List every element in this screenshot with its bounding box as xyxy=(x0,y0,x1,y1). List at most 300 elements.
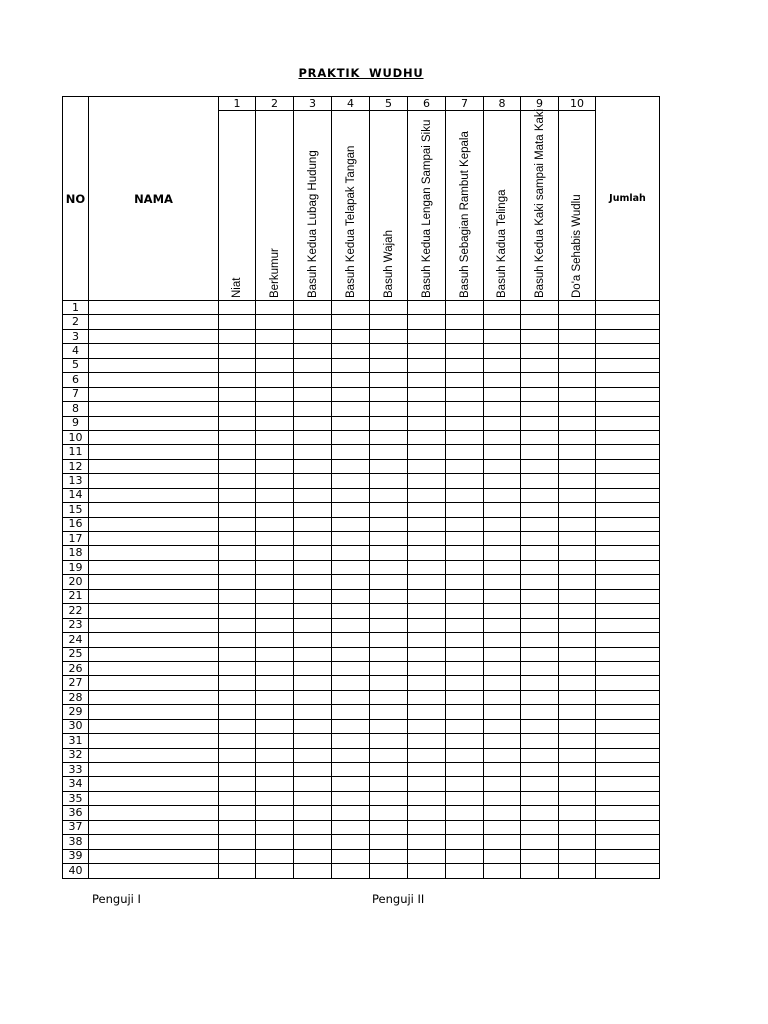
score-cell[interactable] xyxy=(370,748,408,762)
score-cell[interactable] xyxy=(219,748,256,762)
score-cell[interactable] xyxy=(294,459,332,473)
jumlah-cell[interactable] xyxy=(596,806,660,820)
score-cell[interactable] xyxy=(332,763,370,777)
score-cell[interactable] xyxy=(559,705,596,719)
score-cell[interactable] xyxy=(484,748,521,762)
score-cell[interactable] xyxy=(294,618,332,632)
score-cell[interactable] xyxy=(294,373,332,387)
score-cell[interactable] xyxy=(256,575,294,589)
score-cell[interactable] xyxy=(332,387,370,401)
score-cell[interactable] xyxy=(559,445,596,459)
score-cell[interactable] xyxy=(521,690,559,704)
jumlah-cell[interactable] xyxy=(596,488,660,502)
score-cell[interactable] xyxy=(219,719,256,733)
score-cell[interactable] xyxy=(332,474,370,488)
nama-cell[interactable] xyxy=(89,763,219,777)
score-cell[interactable] xyxy=(484,806,521,820)
score-cell[interactable] xyxy=(370,705,408,719)
jumlah-cell[interactable] xyxy=(596,373,660,387)
score-cell[interactable] xyxy=(521,835,559,849)
nama-cell[interactable] xyxy=(89,329,219,343)
score-cell[interactable] xyxy=(256,820,294,834)
score-cell[interactable] xyxy=(521,820,559,834)
nama-cell[interactable] xyxy=(89,748,219,762)
jumlah-cell[interactable] xyxy=(596,329,660,343)
score-cell[interactable] xyxy=(370,589,408,603)
score-cell[interactable] xyxy=(521,560,559,574)
score-cell[interactable] xyxy=(484,864,521,878)
score-cell[interactable] xyxy=(219,532,256,546)
score-cell[interactable] xyxy=(332,734,370,748)
score-cell[interactable] xyxy=(332,618,370,632)
score-cell[interactable] xyxy=(521,864,559,878)
score-cell[interactable] xyxy=(446,705,484,719)
score-cell[interactable] xyxy=(408,618,446,632)
score-cell[interactable] xyxy=(294,820,332,834)
score-cell[interactable] xyxy=(408,806,446,820)
score-cell[interactable] xyxy=(521,719,559,733)
score-cell[interactable] xyxy=(484,560,521,574)
score-cell[interactable] xyxy=(559,734,596,748)
score-cell[interactable] xyxy=(446,734,484,748)
score-cell[interactable] xyxy=(446,488,484,502)
score-cell[interactable] xyxy=(219,705,256,719)
score-cell[interactable] xyxy=(559,546,596,560)
score-cell[interactable] xyxy=(294,474,332,488)
score-cell[interactable] xyxy=(408,633,446,647)
score-cell[interactable] xyxy=(559,532,596,546)
score-cell[interactable] xyxy=(219,474,256,488)
score-cell[interactable] xyxy=(219,589,256,603)
nama-cell[interactable] xyxy=(89,835,219,849)
score-cell[interactable] xyxy=(484,719,521,733)
score-cell[interactable] xyxy=(559,820,596,834)
score-cell[interactable] xyxy=(219,358,256,372)
score-cell[interactable] xyxy=(484,344,521,358)
jumlah-cell[interactable] xyxy=(596,791,660,805)
score-cell[interactable] xyxy=(484,849,521,863)
score-cell[interactable] xyxy=(559,344,596,358)
score-cell[interactable] xyxy=(484,575,521,589)
jumlah-cell[interactable] xyxy=(596,661,660,675)
score-cell[interactable] xyxy=(559,517,596,531)
jumlah-cell[interactable] xyxy=(596,416,660,430)
score-cell[interactable] xyxy=(294,835,332,849)
score-cell[interactable] xyxy=(294,690,332,704)
score-cell[interactable] xyxy=(446,474,484,488)
score-cell[interactable] xyxy=(521,517,559,531)
nama-cell[interactable] xyxy=(89,849,219,863)
score-cell[interactable] xyxy=(408,734,446,748)
jumlah-cell[interactable] xyxy=(596,835,660,849)
score-cell[interactable] xyxy=(370,503,408,517)
score-cell[interactable] xyxy=(446,748,484,762)
score-cell[interactable] xyxy=(370,777,408,791)
score-cell[interactable] xyxy=(484,488,521,502)
score-cell[interactable] xyxy=(256,633,294,647)
score-cell[interactable] xyxy=(408,358,446,372)
score-cell[interactable] xyxy=(332,820,370,834)
score-cell[interactable] xyxy=(446,503,484,517)
score-cell[interactable] xyxy=(408,430,446,444)
score-cell[interactable] xyxy=(484,734,521,748)
score-cell[interactable] xyxy=(484,503,521,517)
score-cell[interactable] xyxy=(219,633,256,647)
nama-cell[interactable] xyxy=(89,705,219,719)
score-cell[interactable] xyxy=(332,488,370,502)
score-cell[interactable] xyxy=(370,517,408,531)
score-cell[interactable] xyxy=(484,791,521,805)
score-cell[interactable] xyxy=(370,575,408,589)
score-cell[interactable] xyxy=(521,661,559,675)
score-cell[interactable] xyxy=(408,301,446,315)
score-cell[interactable] xyxy=(370,734,408,748)
score-cell[interactable] xyxy=(484,676,521,690)
score-cell[interactable] xyxy=(294,575,332,589)
score-cell[interactable] xyxy=(294,358,332,372)
score-cell[interactable] xyxy=(559,488,596,502)
jumlah-cell[interactable] xyxy=(596,344,660,358)
score-cell[interactable] xyxy=(521,806,559,820)
score-cell[interactable] xyxy=(332,690,370,704)
score-cell[interactable] xyxy=(370,604,408,618)
score-cell[interactable] xyxy=(446,344,484,358)
score-cell[interactable] xyxy=(446,402,484,416)
score-cell[interactable] xyxy=(408,763,446,777)
score-cell[interactable] xyxy=(294,329,332,343)
score-cell[interactable] xyxy=(370,430,408,444)
score-cell[interactable] xyxy=(256,734,294,748)
score-cell[interactable] xyxy=(408,402,446,416)
score-cell[interactable] xyxy=(408,560,446,574)
score-cell[interactable] xyxy=(294,633,332,647)
score-cell[interactable] xyxy=(484,763,521,777)
nama-cell[interactable] xyxy=(89,820,219,834)
score-cell[interactable] xyxy=(446,719,484,733)
score-cell[interactable] xyxy=(446,387,484,401)
score-cell[interactable] xyxy=(332,604,370,618)
nama-cell[interactable] xyxy=(89,676,219,690)
score-cell[interactable] xyxy=(559,589,596,603)
score-cell[interactable] xyxy=(219,849,256,863)
score-cell[interactable] xyxy=(219,329,256,343)
score-cell[interactable] xyxy=(256,459,294,473)
score-cell[interactable] xyxy=(484,358,521,372)
score-cell[interactable] xyxy=(294,517,332,531)
score-cell[interactable] xyxy=(446,445,484,459)
jumlah-cell[interactable] xyxy=(596,690,660,704)
score-cell[interactable] xyxy=(408,488,446,502)
score-cell[interactable] xyxy=(294,589,332,603)
score-cell[interactable] xyxy=(256,748,294,762)
score-cell[interactable] xyxy=(521,387,559,401)
score-cell[interactable] xyxy=(559,315,596,329)
score-cell[interactable] xyxy=(521,459,559,473)
score-cell[interactable] xyxy=(294,777,332,791)
score-cell[interactable] xyxy=(370,633,408,647)
score-cell[interactable] xyxy=(559,661,596,675)
nama-cell[interactable] xyxy=(89,373,219,387)
jumlah-cell[interactable] xyxy=(596,820,660,834)
score-cell[interactable] xyxy=(484,777,521,791)
score-cell[interactable] xyxy=(521,604,559,618)
nama-cell[interactable] xyxy=(89,633,219,647)
score-cell[interactable] xyxy=(332,344,370,358)
score-cell[interactable] xyxy=(332,806,370,820)
score-cell[interactable] xyxy=(484,618,521,632)
score-cell[interactable] xyxy=(256,402,294,416)
score-cell[interactable] xyxy=(332,777,370,791)
score-cell[interactable] xyxy=(484,690,521,704)
jumlah-cell[interactable] xyxy=(596,402,660,416)
score-cell[interactable] xyxy=(219,445,256,459)
nama-cell[interactable] xyxy=(89,719,219,733)
score-cell[interactable] xyxy=(256,546,294,560)
score-cell[interactable] xyxy=(332,647,370,661)
score-cell[interactable] xyxy=(332,445,370,459)
score-cell[interactable] xyxy=(219,560,256,574)
score-cell[interactable] xyxy=(294,546,332,560)
nama-cell[interactable] xyxy=(89,488,219,502)
score-cell[interactable] xyxy=(219,546,256,560)
score-cell[interactable] xyxy=(446,329,484,343)
score-cell[interactable] xyxy=(408,864,446,878)
score-cell[interactable] xyxy=(446,560,484,574)
score-cell[interactable] xyxy=(256,676,294,690)
score-cell[interactable] xyxy=(446,835,484,849)
score-cell[interactable] xyxy=(521,474,559,488)
score-cell[interactable] xyxy=(256,373,294,387)
score-cell[interactable] xyxy=(484,301,521,315)
score-cell[interactable] xyxy=(559,430,596,444)
score-cell[interactable] xyxy=(408,690,446,704)
score-cell[interactable] xyxy=(294,734,332,748)
score-cell[interactable] xyxy=(408,791,446,805)
score-cell[interactable] xyxy=(408,373,446,387)
score-cell[interactable] xyxy=(219,604,256,618)
score-cell[interactable] xyxy=(370,474,408,488)
score-cell[interactable] xyxy=(446,820,484,834)
jumlah-cell[interactable] xyxy=(596,474,660,488)
score-cell[interactable] xyxy=(256,532,294,546)
score-cell[interactable] xyxy=(294,719,332,733)
nama-cell[interactable] xyxy=(89,459,219,473)
score-cell[interactable] xyxy=(219,402,256,416)
jumlah-cell[interactable] xyxy=(596,604,660,618)
score-cell[interactable] xyxy=(559,791,596,805)
score-cell[interactable] xyxy=(294,748,332,762)
score-cell[interactable] xyxy=(446,806,484,820)
score-cell[interactable] xyxy=(256,647,294,661)
score-cell[interactable] xyxy=(332,835,370,849)
score-cell[interactable] xyxy=(484,445,521,459)
jumlah-cell[interactable] xyxy=(596,430,660,444)
score-cell[interactable] xyxy=(332,705,370,719)
score-cell[interactable] xyxy=(559,387,596,401)
score-cell[interactable] xyxy=(446,647,484,661)
score-cell[interactable] xyxy=(446,661,484,675)
score-cell[interactable] xyxy=(484,532,521,546)
score-cell[interactable] xyxy=(370,661,408,675)
score-cell[interactable] xyxy=(219,661,256,675)
score-cell[interactable] xyxy=(370,373,408,387)
score-cell[interactable] xyxy=(370,560,408,574)
score-cell[interactable] xyxy=(370,546,408,560)
jumlah-cell[interactable] xyxy=(596,864,660,878)
score-cell[interactable] xyxy=(332,373,370,387)
jumlah-cell[interactable] xyxy=(596,777,660,791)
score-cell[interactable] xyxy=(446,517,484,531)
score-cell[interactable] xyxy=(256,560,294,574)
score-cell[interactable] xyxy=(559,373,596,387)
score-cell[interactable] xyxy=(219,430,256,444)
score-cell[interactable] xyxy=(408,416,446,430)
score-cell[interactable] xyxy=(332,719,370,733)
score-cell[interactable] xyxy=(446,430,484,444)
score-cell[interactable] xyxy=(484,387,521,401)
score-cell[interactable] xyxy=(484,604,521,618)
score-cell[interactable] xyxy=(521,430,559,444)
score-cell[interactable] xyxy=(219,301,256,315)
score-cell[interactable] xyxy=(219,647,256,661)
score-cell[interactable] xyxy=(446,618,484,632)
nama-cell[interactable] xyxy=(89,546,219,560)
score-cell[interactable] xyxy=(256,719,294,733)
score-cell[interactable] xyxy=(294,661,332,675)
score-cell[interactable] xyxy=(332,329,370,343)
score-cell[interactable] xyxy=(332,849,370,863)
score-cell[interactable] xyxy=(219,835,256,849)
jumlah-cell[interactable] xyxy=(596,763,660,777)
score-cell[interactable] xyxy=(256,705,294,719)
score-cell[interactable] xyxy=(219,806,256,820)
nama-cell[interactable] xyxy=(89,344,219,358)
score-cell[interactable] xyxy=(256,604,294,618)
nama-cell[interactable] xyxy=(89,416,219,430)
score-cell[interactable] xyxy=(408,329,446,343)
nama-cell[interactable] xyxy=(89,301,219,315)
score-cell[interactable] xyxy=(294,503,332,517)
nama-cell[interactable] xyxy=(89,402,219,416)
jumlah-cell[interactable] xyxy=(596,849,660,863)
score-cell[interactable] xyxy=(559,864,596,878)
score-cell[interactable] xyxy=(521,791,559,805)
score-cell[interactable] xyxy=(521,618,559,632)
score-cell[interactable] xyxy=(446,777,484,791)
score-cell[interactable] xyxy=(408,820,446,834)
score-cell[interactable] xyxy=(332,459,370,473)
score-cell[interactable] xyxy=(219,820,256,834)
nama-cell[interactable] xyxy=(89,647,219,661)
score-cell[interactable] xyxy=(294,387,332,401)
score-cell[interactable] xyxy=(559,719,596,733)
score-cell[interactable] xyxy=(559,690,596,704)
score-cell[interactable] xyxy=(408,315,446,329)
jumlah-cell[interactable] xyxy=(596,676,660,690)
score-cell[interactable] xyxy=(559,763,596,777)
nama-cell[interactable] xyxy=(89,503,219,517)
score-cell[interactable] xyxy=(446,546,484,560)
score-cell[interactable] xyxy=(521,589,559,603)
score-cell[interactable] xyxy=(446,604,484,618)
score-cell[interactable] xyxy=(446,849,484,863)
score-cell[interactable] xyxy=(294,676,332,690)
jumlah-cell[interactable] xyxy=(596,517,660,531)
score-cell[interactable] xyxy=(294,301,332,315)
score-cell[interactable] xyxy=(408,546,446,560)
jumlah-cell[interactable] xyxy=(596,734,660,748)
score-cell[interactable] xyxy=(219,416,256,430)
score-cell[interactable] xyxy=(294,430,332,444)
jumlah-cell[interactable] xyxy=(596,301,660,315)
score-cell[interactable] xyxy=(219,734,256,748)
score-cell[interactable] xyxy=(370,301,408,315)
score-cell[interactable] xyxy=(446,459,484,473)
score-cell[interactable] xyxy=(256,358,294,372)
score-cell[interactable] xyxy=(370,864,408,878)
score-cell[interactable] xyxy=(294,791,332,805)
nama-cell[interactable] xyxy=(89,791,219,805)
score-cell[interactable] xyxy=(256,791,294,805)
score-cell[interactable] xyxy=(446,791,484,805)
score-cell[interactable] xyxy=(559,329,596,343)
score-cell[interactable] xyxy=(294,488,332,502)
score-cell[interactable] xyxy=(294,604,332,618)
score-cell[interactable] xyxy=(256,329,294,343)
score-cell[interactable] xyxy=(219,777,256,791)
nama-cell[interactable] xyxy=(89,560,219,574)
nama-cell[interactable] xyxy=(89,430,219,444)
score-cell[interactable] xyxy=(370,719,408,733)
score-cell[interactable] xyxy=(370,358,408,372)
score-cell[interactable] xyxy=(370,690,408,704)
score-cell[interactable] xyxy=(370,315,408,329)
score-cell[interactable] xyxy=(408,647,446,661)
nama-cell[interactable] xyxy=(89,777,219,791)
score-cell[interactable] xyxy=(370,618,408,632)
score-cell[interactable] xyxy=(484,661,521,675)
score-cell[interactable] xyxy=(332,430,370,444)
score-cell[interactable] xyxy=(484,315,521,329)
score-cell[interactable] xyxy=(408,748,446,762)
score-cell[interactable] xyxy=(484,517,521,531)
score-cell[interactable] xyxy=(219,864,256,878)
score-cell[interactable] xyxy=(219,517,256,531)
score-cell[interactable] xyxy=(256,661,294,675)
score-cell[interactable] xyxy=(484,430,521,444)
jumlah-cell[interactable] xyxy=(596,532,660,546)
score-cell[interactable] xyxy=(408,445,446,459)
jumlah-cell[interactable] xyxy=(596,705,660,719)
score-cell[interactable] xyxy=(408,849,446,863)
score-cell[interactable] xyxy=(294,315,332,329)
jumlah-cell[interactable] xyxy=(596,387,660,401)
score-cell[interactable] xyxy=(332,402,370,416)
score-cell[interactable] xyxy=(256,763,294,777)
score-cell[interactable] xyxy=(408,474,446,488)
score-cell[interactable] xyxy=(219,315,256,329)
nama-cell[interactable] xyxy=(89,734,219,748)
jumlah-cell[interactable] xyxy=(596,748,660,762)
score-cell[interactable] xyxy=(370,676,408,690)
score-cell[interactable] xyxy=(332,301,370,315)
score-cell[interactable] xyxy=(484,835,521,849)
score-cell[interactable] xyxy=(446,315,484,329)
score-cell[interactable] xyxy=(256,430,294,444)
score-cell[interactable] xyxy=(332,315,370,329)
nama-cell[interactable] xyxy=(89,445,219,459)
score-cell[interactable] xyxy=(408,387,446,401)
